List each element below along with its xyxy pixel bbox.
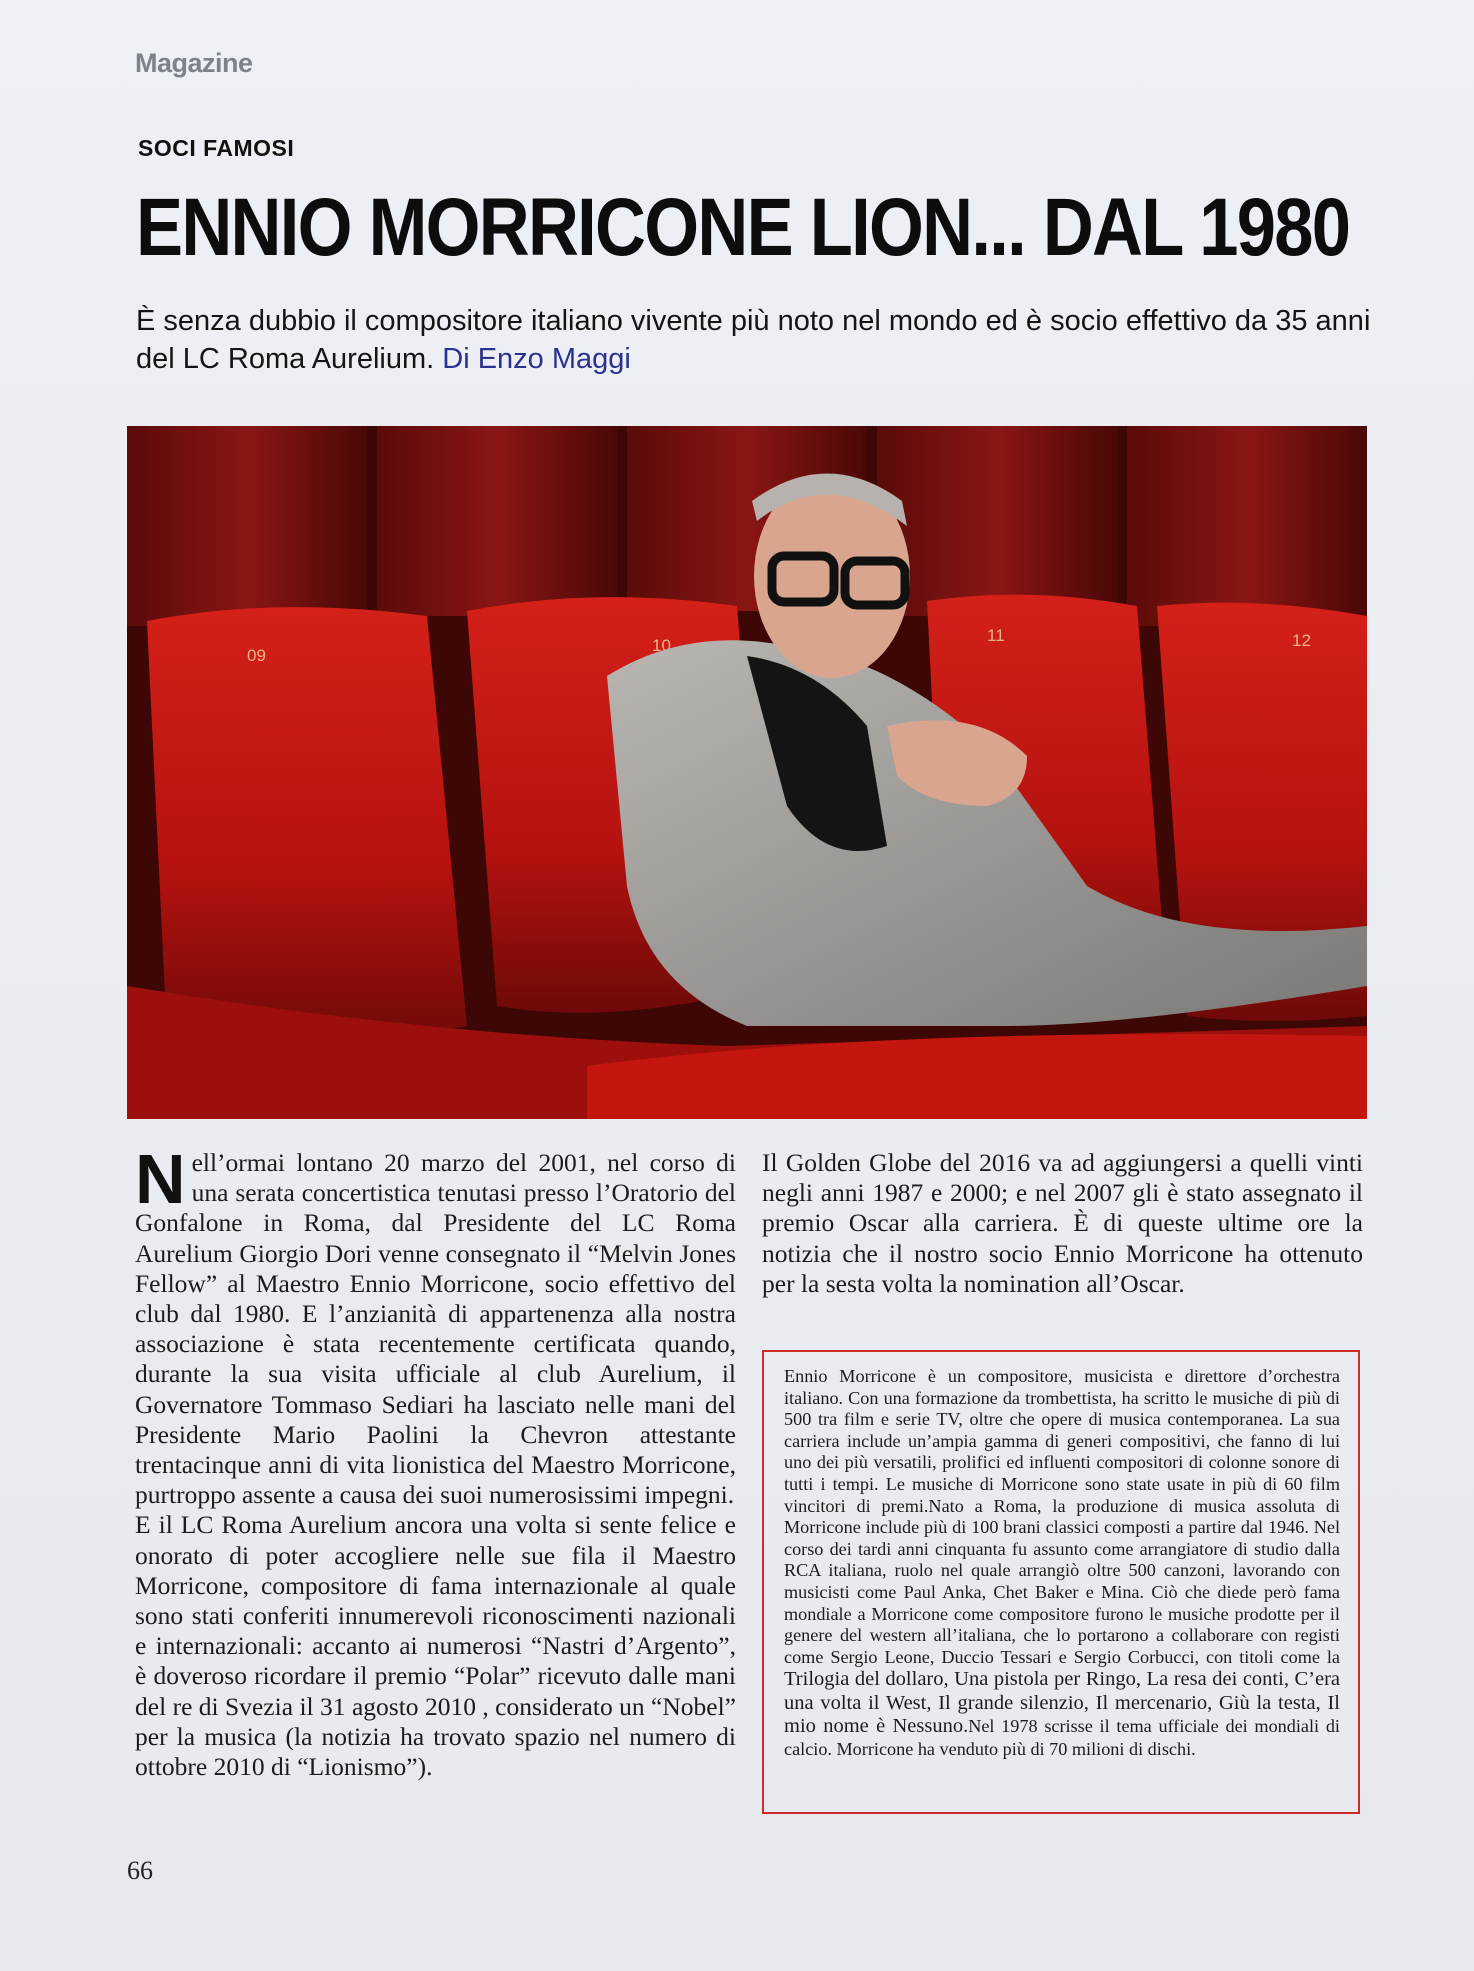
paragraph bbox=[135, 1140, 736, 1510]
biography-box bbox=[762, 1350, 1360, 1814]
lede-text: È senza dubbio il compositore italiano vivente più noto nel mondo ed è socio effettivo da 35 anni del LC Roma Aurelium. bbox=[136, 305, 1371, 375]
biography-text-part: Nel 1978 scrisse il tema ufficiale dei mondiali di calcio. Morricone ha venduto più di 70 milioni di dischi. bbox=[784, 1716, 1340, 1759]
page-number: 66 bbox=[127, 1856, 153, 1885]
article-column-left bbox=[135, 1140, 736, 1782]
section-label: Magazine bbox=[135, 48, 253, 78]
kicker: SOCI FAMOSI bbox=[138, 135, 295, 161]
seat-number: 09 bbox=[247, 646, 266, 665]
biography-film-titles: Trilogia del dollaro, Una pistola per Ringo, La resa dei conti, C’era una volta il West, Il grande silenzio, Il mercenario, Giù la testa, Il mio nome è Nessuno. bbox=[784, 1668, 1340, 1738]
photo-illustration bbox=[127, 426, 1367, 1119]
author-byline: Di Enzo Maggi bbox=[442, 343, 631, 375]
biography-text-part: Ennio Morricone è un compositore, musicista e direttore d’orchestra italiano. Con una formazione da trombettista, ha scritto le musiche di più di 500 tra film e serie TV, oltre che opere di musica contemporanea. La sua carriera include un’ampia gamma di generi compositivi, che fanno di lui uno dei più versatili, prolifici ed influenti compositori di colonne sonore di tutti i tempi. Le musiche di Morricone sono state usate in più di 60 film vincitori di premi.Nato a Roma, la produzione di musica assoluta di Morricone include più di 100 brani classici composti a partire dal 1946. Nel corso dei tardi anni cinquanta fu assunto come arrangiatore di studio dalla RCA italiana, ruolo nel quale arrangiò oltre 500 canzoni, lavorando con musicisti come Paul Anka, Chet Baker e Mina. Ciò che diede però fama mondiale a Morricone come compositore furono le musiche prodotte per il genere del western all’italiana, che lo portarono a collaborare con registi come Sergio Leone, Duccio Tessari e Sergio Corbucci, con titoli come la bbox=[784, 1366, 1340, 1667]
article-column-right bbox=[762, 1148, 1363, 1299]
seat-number: 12 bbox=[1292, 631, 1311, 650]
paragraph: E il LC Roma Aurelium ancora una volta si sente felice e onorato di poter accogliere nelle sue fila il Maestro Morricone, compositore di fama internazionale al quale sono stati conferiti innumerevoli riconoscimenti nazionali e internazionali: accanto ai numerosi “Nastri d’Argento”, è doveroso ricordare il premio “Polar” ricevuto dalle mani del re di Svezia il 31 agosto 2010 , considerato un “Nobel” per la musica (la notizia ha trovato spazio nel numero di ottobre 2010 di “Lionismo”). bbox=[135, 1510, 736, 1782]
paragraph-text: ell’ormai lontano 20 marzo del 2001, nel corso di una serata concertistica tenutasi presso l’Oratorio del Gonfalone in Roma, dal Presidente del LC Roma Aurelium Giorgio Dori venne consegnato il “Melvin Jones Fellow” al Maestro Ennio Morricone, socio effettivo del club dal 1980. E l’anzianità di appartenenza alla nostra associazione è stata recentemente certificata quando, durante la sua visita ufficiale al club Aurelium, il Governatore Tommaso Sediari ha lasciato nelle mani del Presidente Mario Paolini la Chevron attestante trentacinque anni di vita lionistica del Maestro Morricone, purtroppo assente a causa dei suoi numerosissimi impegni. bbox=[135, 1148, 736, 1510]
lede bbox=[136, 302, 1376, 378]
dropcap: N bbox=[135, 1140, 186, 1218]
back-seats bbox=[127, 426, 1367, 626]
seat-number: 10 bbox=[652, 636, 671, 655]
paragraph: Il Golden Globe del 2016 va ad aggiungersi a quelli vinti negli anni 1987 e 2000; e nel 2007 gli è stato assegnato il premio Oscar alla carriera. È di queste ultime ore la notizia che il nostro socio Ennio Morricone ha ottenuto per la sesta volta la nomination all’Oscar. bbox=[762, 1148, 1363, 1298]
seat-number: 11 bbox=[987, 626, 1005, 645]
headline: ENNIO MORRICONE LION... DAL 1980 bbox=[136, 182, 1350, 273]
biography-text bbox=[784, 1366, 1340, 1760]
photo-morricone-theater bbox=[127, 426, 1367, 1119]
